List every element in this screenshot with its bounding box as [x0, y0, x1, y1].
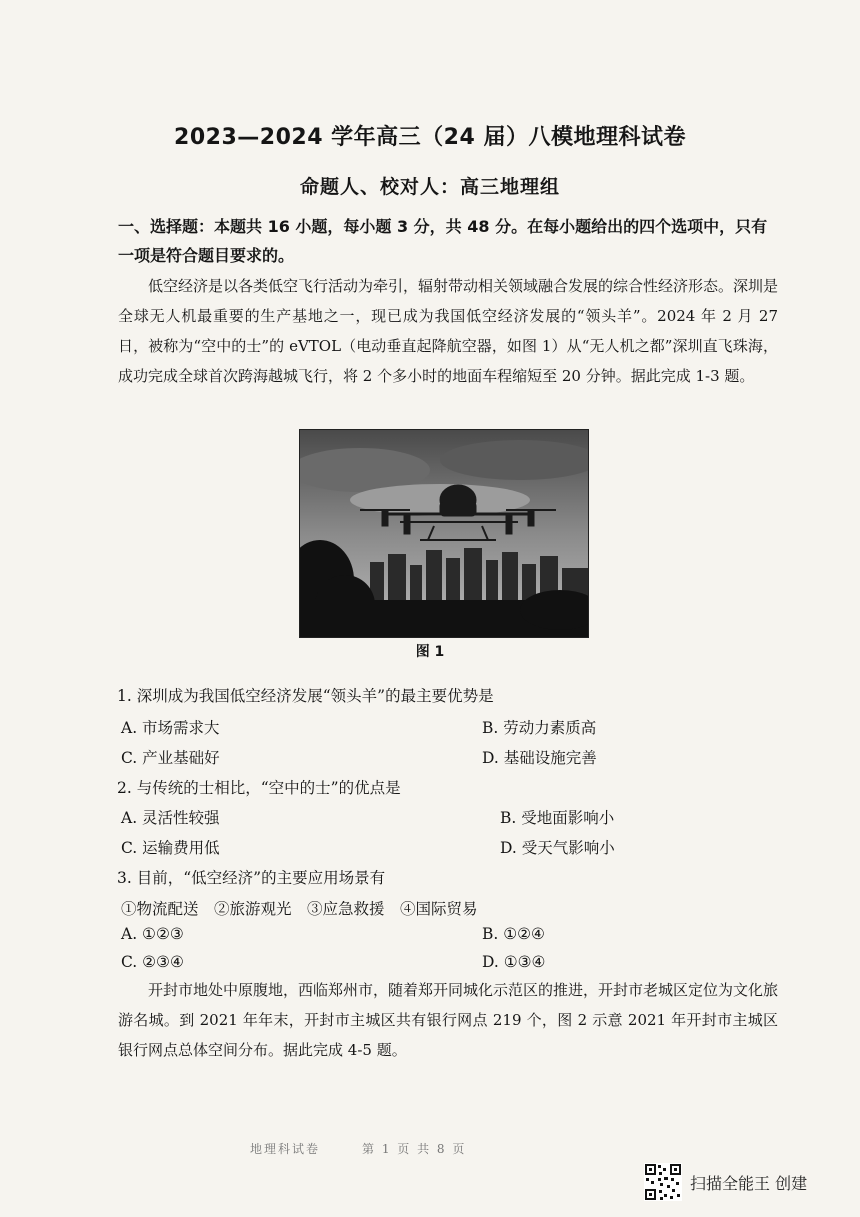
exam-title: 2023—2024 学年高三（24 届）八模地理科试卷	[174, 125, 686, 150]
qr-code-icon	[644, 1163, 682, 1201]
question-1-option-b[interactable]: B. 劳动力素质高	[482, 719, 597, 737]
figure-1-caption: 图 1	[415, 644, 445, 660]
question-2-option-c[interactable]: C. 运输费用低	[121, 839, 220, 857]
question-1-option-d[interactable]: D. 基础设施完善	[482, 749, 597, 767]
question-3-option-c[interactable]: C. ②③④	[121, 953, 184, 971]
question-2-option-d[interactable]: D. 受天气影响小	[500, 839, 615, 857]
exam-authors: 命题人、校对人：高三地理组	[299, 176, 560, 198]
scanner-watermark	[644, 1162, 844, 1202]
question-3-option-d[interactable]: D. ①③④	[482, 953, 546, 971]
question-1-option-a[interactable]: A. 市场需求大	[121, 719, 220, 737]
evtol-aircraft-photo	[299, 429, 589, 638]
question-3-option-a[interactable]: A. ①②③	[121, 925, 184, 943]
passage-1: 低空经济是以各类低空飞行活动为牵引，辐射带动相关领域融合发展的综合性经济形态。深圳是全球无人机最重要的生产基地之一，现已成为我国低空经济发展的“领头羊”。2024 年 2 月 27 日，被称为“空中的士”的 eVTOL（电动垂直起降航空器，如图 1）从“无人机之都”深圳直飞珠海，成功完成全球首次跨海越城飞行，将 2 个多小时的地面车程缩短至 20 分钟。据此完成 1-3 题。	[118, 277, 779, 385]
question-2-stem: 2. 与传统的士相比，“空中的士”的优点是	[117, 779, 401, 797]
question-2-option-b[interactable]: B. 受地面影响小	[500, 809, 615, 827]
section-heading: 一、选择题：本题共 16 小题，每小题 3 分，共 48 分。在每小题给出的四个选项中，只有一项是符合题目要求的。	[118, 217, 768, 265]
page-footer: 地理科试卷 第 1 页 共 8 页	[250, 1142, 467, 1156]
question-1-stem: 1. 深圳成为我国低空经济发展“领头羊”的最主要优势是	[117, 687, 494, 705]
question-1-option-c[interactable]: C. 产业基础好	[121, 749, 220, 767]
evtol-photo-svg	[300, 430, 588, 637]
question-3-stem: 3. 目前，“低空经济”的主要应用场景有	[117, 869, 386, 887]
passage-2: 开封市地处中原腹地，西临郑州市，随着郑开同城化示范区的推进，开封市老城区定位为文化旅游名城。到 2021 年年末，开封市主城区共有银行网点 219 个，图 2 示意 2021 年开封市主城区银行网点总体空间分布。据此完成 4-5 题。	[118, 981, 779, 1059]
question-3-items: ①物流配送 ②旅游观光 ③应急救援 ④国际贸易	[121, 900, 478, 918]
question-2-option-a[interactable]: A. 灵活性较强	[121, 809, 220, 827]
question-3-option-b[interactable]: B. ①②④	[482, 925, 545, 943]
scanner-label: 扫描全能王 创建	[690, 1173, 808, 1193]
